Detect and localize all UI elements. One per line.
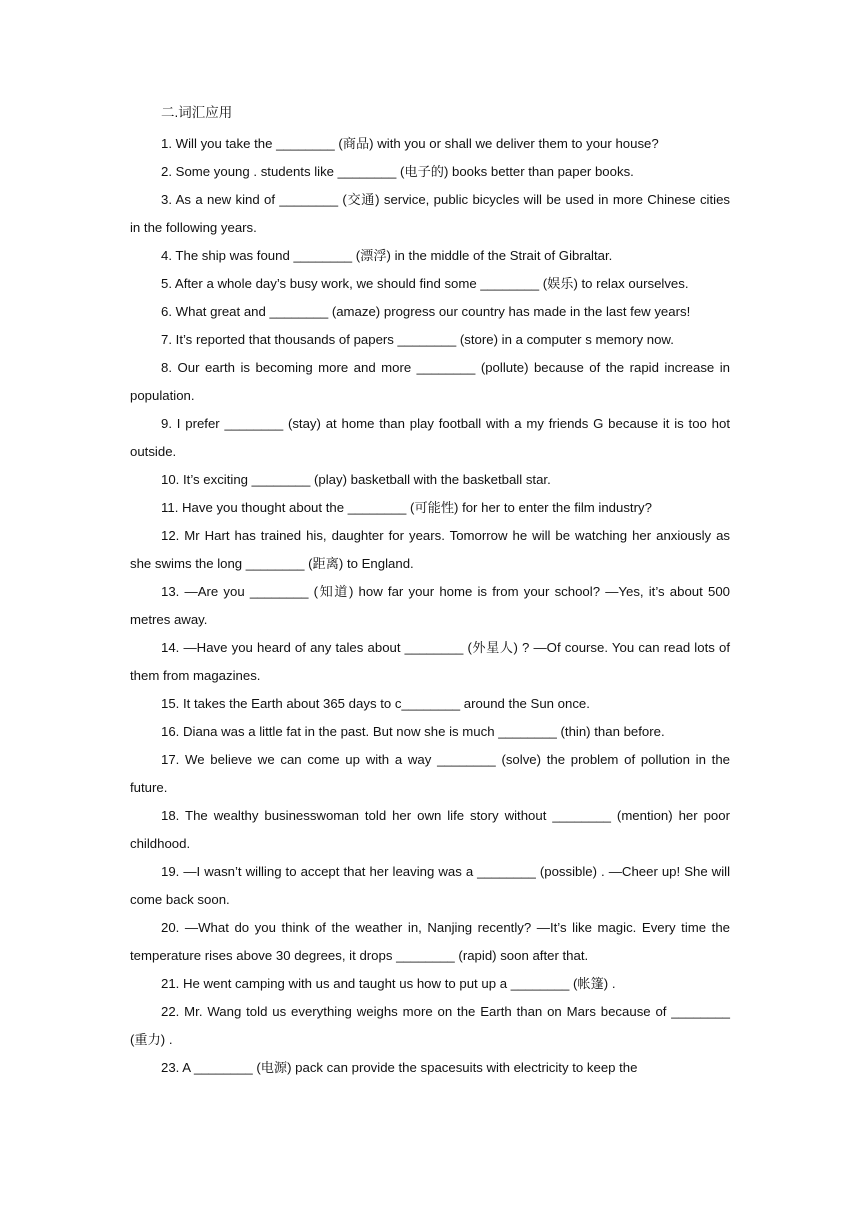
question-7: 7. It’s reported that thousands of papers ________ (store) in a computer s memory now. xyxy=(161,332,674,347)
question-1: 1. Will you take the ________ (商品) with you or shall we deliver them to your house? xyxy=(161,136,659,151)
section-title: 二.词汇应用 xyxy=(161,105,233,120)
question-5: 5. After a whole day’s busy work, we should find some ________ (娱乐) to relax ourselves. xyxy=(161,276,689,291)
question-19: 19. —I wasn’t willing to accept that her leaving was a ________ (possible) . —Cheer up! She will come back soon. xyxy=(130,864,730,907)
question-22: 22. Mr. Wang told us everything weighs more on the Earth than on Mars because of ________ (重力) . xyxy=(130,1004,730,1047)
worksheet-page xyxy=(130,102,730,1082)
question-23: 23. A ________ (电源) pack can provide the spacesuits with electricity to keep the xyxy=(161,1060,638,1075)
question-9: 9. I prefer ________ (stay) at home than play football with a my friends G because it is too hot outside. xyxy=(130,416,730,459)
question-6: 6. What great and ________ (amaze) progress our country has made in the last few years! xyxy=(161,304,691,319)
question-17: 17. We believe we can come up with a way ________ (solve) the problem of pollution in the future. xyxy=(130,752,730,795)
question-3: 3. As a new kind of ________ (交通) service, public bicycles will be used in more Chinese cities in the following years. xyxy=(130,192,730,235)
question-18: 18. The wealthy businesswoman told her own life story without ________ (mention) her poor childhood. xyxy=(130,808,730,851)
question-8: 8. Our earth is becoming more and more ________ (pollute) because of the rapid increase in population. xyxy=(130,360,730,403)
question-20: 20. —What do you think of the weather in, Nanjing recently? —It’s like magic. Every time the temperature rises above 30 degrees, it drops ________ (rapid) soon after that. xyxy=(130,920,730,963)
question-4: 4. The ship was found ________ (漂浮) in the middle of the Strait of Gibraltar. xyxy=(161,248,613,263)
question-10: 10. It’s exciting ________ (play) basketball with the basketball star. xyxy=(161,472,551,487)
question-21: 21. He went camping with us and taught us how to put up a ________ (帐篷) . xyxy=(161,976,616,991)
question-14: 14. —Have you heard of any tales about ________ (外星人) ? —Of course. You can read lots of them from magazines. xyxy=(130,640,730,683)
question-16: 16. Diana was a little fat in the past. But now she is much ________ (thin) than before. xyxy=(161,724,665,739)
question-2: 2. Some young . students like ________ (电子的) books better than paper books. xyxy=(161,164,634,179)
question-12: 12. Mr Hart has trained his, daughter for years. Tomorrow he will be watching her anxiously as she swims the long ________ (距离) to England. xyxy=(130,528,730,571)
question-13: 13. —Are you ________ (知道) how far your home is from your school? —Yes, it’s about 500 metres away. xyxy=(130,584,730,627)
question-11: 11. Have you thought about the ________ (可能性) for her to enter the film industry? xyxy=(161,500,652,515)
question-15: 15. It takes the Earth about 365 days to c________ around the Sun once. xyxy=(161,696,590,711)
